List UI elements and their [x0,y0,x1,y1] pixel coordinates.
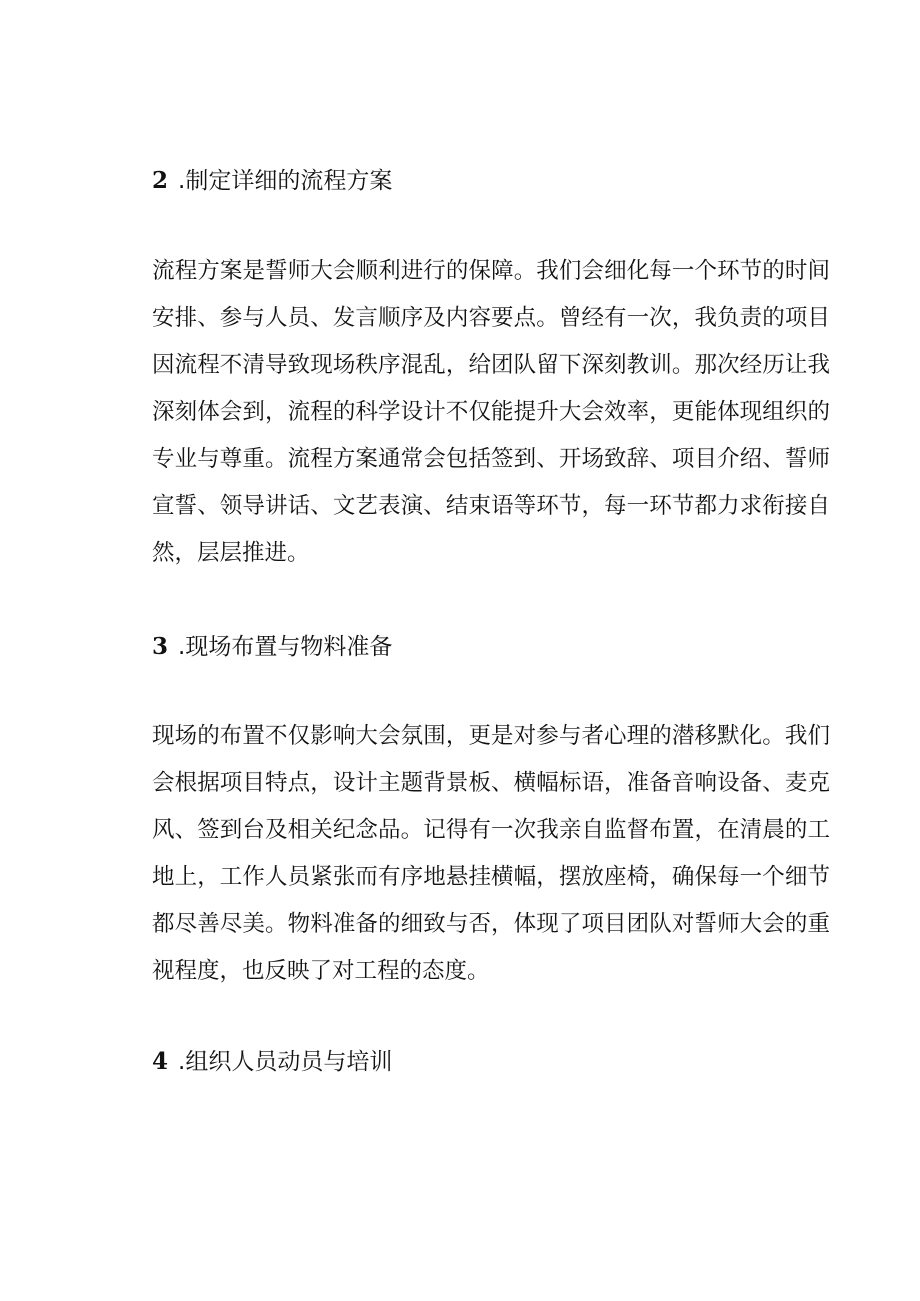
section-2-title: .制定详细的流程方案 [178,168,393,194]
section-4-number: 4 [152,1048,169,1075]
section-2-number: 2 [152,167,169,194]
section-3-number: 3 [152,633,169,660]
section-2-paragraph [152,248,830,577]
section-3-title: .现场布置与物料准备 [178,634,393,660]
section-3-paragraph [152,713,830,995]
section-3-heading [152,632,392,662]
section-2-heading [152,166,392,196]
section-4-title: .组织人员动员与培训 [178,1049,393,1075]
section-2-paragraph-text: 流程方案是誓师大会顺利进行的保障。我们会细化每一个环节的时间安排、参与人员、发言顺序及内容要点。曾经有一次，我负责的项目因流程不清导致现场秩序混乱，给团队留下深刻教训。那次经历让我深刻体会到，流程的科学设计不仅能提升大会效率，更能体现组织的专业与尊重。流程方案通常会包括签到、开场致辞、项目介绍、誓师宣誓、领导讲话、文艺表演、结束语等环节，每一环节都力求衔接自然，层层推进。 [152,258,830,566]
section-4-heading [152,1047,392,1077]
section-3-paragraph-text: 现场的布置不仅影响大会氛围，更是对参与者心理的潜移默化。我们会根据项目特点，设计主题背景板、横幅标语，准备音响设备、麦克风、签到台及相关纪念品。记得有一次我亲自监督布置，在清晨的工地上，工作人员紧张而有序地悬挂横幅，摆放座椅，确保每一个细节都尽善尽美。物料准备的细致与否，体现了项目团队对誓师大会的重视程度，也反映了对工程的态度。 [152,723,830,984]
